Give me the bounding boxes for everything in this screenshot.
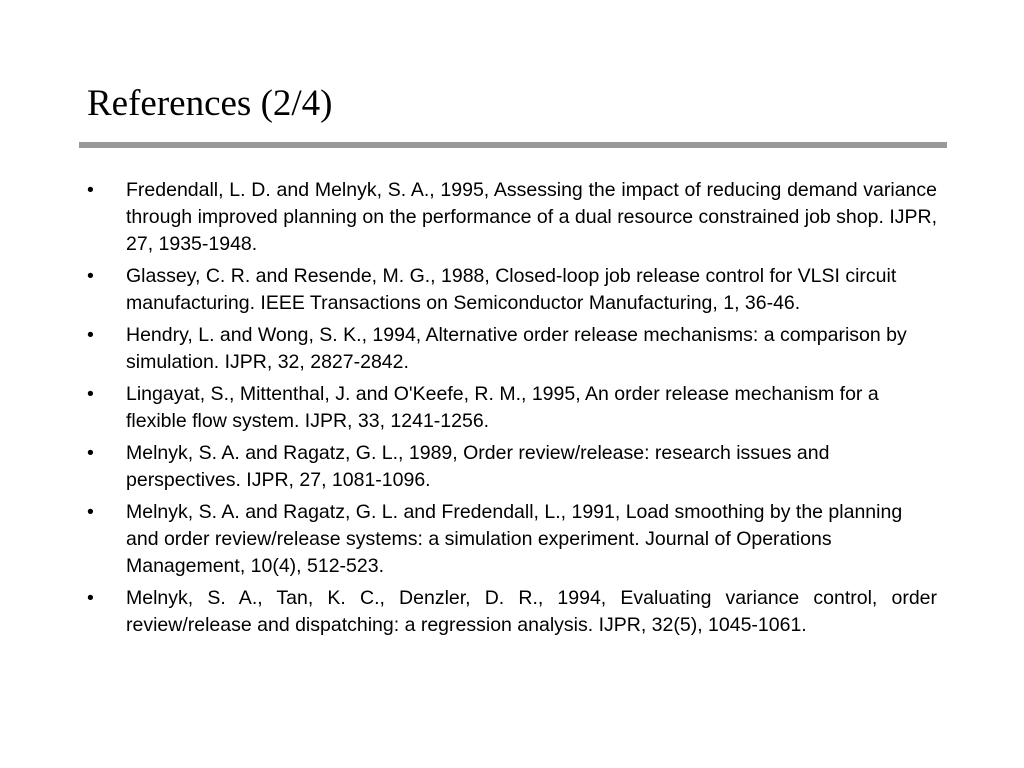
reference-item <box>87 499 937 580</box>
bullet-icon: • <box>87 587 94 609</box>
reference-item <box>87 177 937 258</box>
reference-item <box>87 585 937 639</box>
reference-item <box>87 263 937 317</box>
bullet-icon: • <box>87 501 94 523</box>
bullet-icon: • <box>87 442 94 464</box>
reference-text: Fredendall, L. D. and Melnyk, S. A., 1995, Assessing the impact of reducing demand variance through improved planning on the performance of a dual resource constrained job shop. IJPR, 27, 1935-1948. <box>126 179 937 255</box>
reference-list <box>87 177 937 644</box>
reference-item <box>87 381 937 435</box>
reference-text: Melnyk, S. A. and Ragatz, G. L., 1989, Order review/release: research issues and perspectives. IJPR, 27, 1081-1096. <box>126 442 830 491</box>
reference-item <box>87 322 937 376</box>
reference-text: Melnyk, S. A., Tan, K. C., Denzler, D. R., 1994, Evaluating variance control, order review/release and dispatching: a regression analysis. IJPR, 32(5), 1045-1061. <box>126 587 937 636</box>
bullet-icon: • <box>87 383 94 405</box>
reference-text: Glassey, C. R. and Resende, M. G., 1988, Closed-loop job release control for VLSI circuit manufacturing. IEEE Transactions on Semiconductor Manufacturing, 1, 36-46. <box>126 265 897 314</box>
slide-title: References (2/4) <box>87 83 333 124</box>
reference-item <box>87 440 937 494</box>
reference-text: Lingayat, S., Mittenthal, J. and O'Keefe, R. M., 1995, An order release mechanism for a flexible flow system. IJPR, 33, 1241-1256. <box>126 383 879 432</box>
bullet-icon: • <box>87 265 94 287</box>
bullet-icon: • <box>87 179 94 201</box>
reference-text: Melnyk, S. A. and Ragatz, G. L. and Fredendall, L., 1991, Load smoothing by the planning and order review/release systems: a simulation experiment. Journal of Operations Management, 10(4), 512-523. <box>126 501 903 577</box>
reference-text: Hendry, L. and Wong, S. K., 1994, Alternative order release mechanisms: a comparison by simulation. IJPR, 32, 2827-2842. <box>126 324 907 373</box>
title-divider <box>79 142 947 148</box>
bullet-icon: • <box>87 324 94 346</box>
